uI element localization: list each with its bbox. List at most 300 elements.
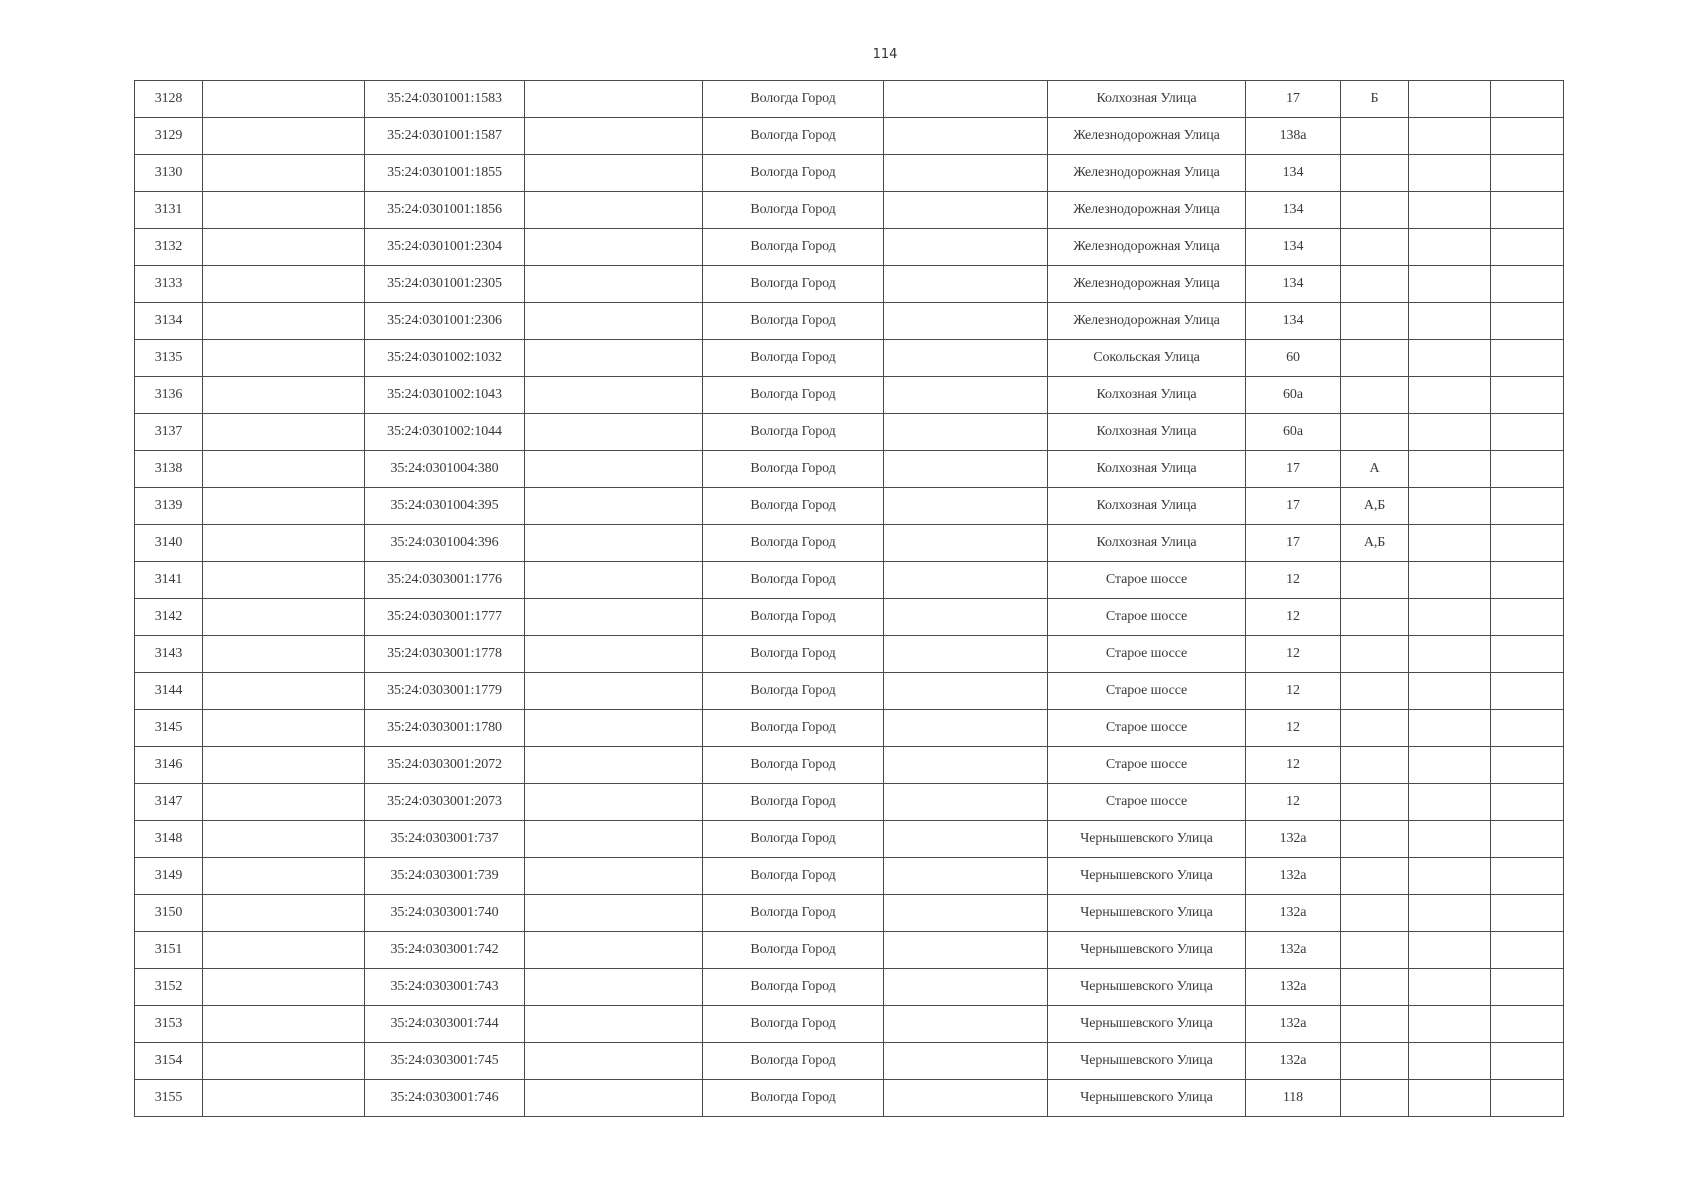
empty-cell <box>203 710 365 747</box>
house-number-cell: 12 <box>1246 784 1341 821</box>
house-number-cell: 138а <box>1246 118 1341 155</box>
city-cell: Вологда Город <box>703 858 884 895</box>
city-cell: Вологда Город <box>703 451 884 488</box>
city-cell: Вологда Город <box>703 81 884 118</box>
cadastral-number-cell: 35:24:0303001:743 <box>365 969 525 1006</box>
cadastral-number-cell: 35:24:0301001:2304 <box>365 229 525 266</box>
empty-cell <box>884 229 1048 266</box>
cadastral-number-cell: 35:24:0301001:1583 <box>365 81 525 118</box>
cadastral-number-cell: 35:24:0303001:2073 <box>365 784 525 821</box>
empty-cell <box>884 562 1048 599</box>
cadastral-number-cell: 35:24:0301001:2305 <box>365 266 525 303</box>
house-number-cell: 134 <box>1246 266 1341 303</box>
empty-cell <box>525 81 703 118</box>
empty-cell <box>884 1006 1048 1043</box>
empty-cell <box>525 266 703 303</box>
empty-cell <box>203 969 365 1006</box>
empty-cell <box>1409 1043 1491 1080</box>
building-letter-cell: А,Б <box>1341 525 1409 562</box>
empty-cell <box>525 229 703 266</box>
empty-cell <box>525 451 703 488</box>
empty-cell <box>525 155 703 192</box>
empty-cell <box>203 821 365 858</box>
house-number-cell: 12 <box>1246 673 1341 710</box>
row-number-cell: 3133 <box>135 266 203 303</box>
empty-cell <box>203 229 365 266</box>
street-cell: Железнодорожная Улица <box>1048 229 1246 266</box>
house-number-cell: 132а <box>1246 932 1341 969</box>
empty-cell <box>884 673 1048 710</box>
empty-cell <box>525 414 703 451</box>
house-number-cell: 134 <box>1246 303 1341 340</box>
street-cell: Чернышевского Улица <box>1048 858 1246 895</box>
street-cell: Железнодорожная Улица <box>1048 118 1246 155</box>
cadastral-number-cell: 35:24:0303001:1776 <box>365 562 525 599</box>
empty-cell <box>1491 1080 1564 1117</box>
empty-cell <box>1409 266 1491 303</box>
street-cell: Железнодорожная Улица <box>1048 192 1246 229</box>
city-cell: Вологда Город <box>703 932 884 969</box>
empty-cell <box>1409 747 1491 784</box>
street-cell: Старое шоссе <box>1048 747 1246 784</box>
building-letter-cell <box>1341 155 1409 192</box>
cadastral-number-cell: 35:24:0303001:744 <box>365 1006 525 1043</box>
table-body <box>135 81 1564 1117</box>
house-number-cell: 12 <box>1246 599 1341 636</box>
city-cell: Вологда Город <box>703 1043 884 1080</box>
table-row <box>135 821 1564 858</box>
house-number-cell: 132а <box>1246 969 1341 1006</box>
row-number-cell: 3142 <box>135 599 203 636</box>
building-letter-cell: А <box>1341 451 1409 488</box>
street-cell: Чернышевского Улица <box>1048 1043 1246 1080</box>
empty-cell <box>1491 525 1564 562</box>
empty-cell <box>884 1043 1048 1080</box>
city-cell: Вологда Город <box>703 710 884 747</box>
row-number-cell: 3130 <box>135 155 203 192</box>
empty-cell <box>203 636 365 673</box>
empty-cell <box>1409 414 1491 451</box>
empty-cell <box>525 895 703 932</box>
building-letter-cell <box>1341 1006 1409 1043</box>
page-number: 114 <box>872 47 898 62</box>
empty-cell <box>1409 969 1491 1006</box>
empty-cell <box>1491 932 1564 969</box>
empty-cell <box>203 784 365 821</box>
cadastral-number-cell: 35:24:0303001:740 <box>365 895 525 932</box>
table-row <box>135 1006 1564 1043</box>
empty-cell <box>884 525 1048 562</box>
row-number-cell: 3152 <box>135 969 203 1006</box>
empty-cell <box>203 562 365 599</box>
cadastral-number-cell: 35:24:0301001:2306 <box>365 303 525 340</box>
table-row <box>135 1080 1564 1117</box>
row-number-cell: 3129 <box>135 118 203 155</box>
table-row <box>135 229 1564 266</box>
building-letter-cell <box>1341 266 1409 303</box>
table-row <box>135 858 1564 895</box>
building-letter-cell <box>1341 747 1409 784</box>
empty-cell <box>1491 895 1564 932</box>
city-cell: Вологда Город <box>703 525 884 562</box>
cadastral-number-cell: 35:24:0301002:1044 <box>365 414 525 451</box>
empty-cell <box>1409 673 1491 710</box>
empty-cell <box>525 1006 703 1043</box>
empty-cell <box>1491 1006 1564 1043</box>
empty-cell <box>525 303 703 340</box>
city-cell: Вологда Город <box>703 414 884 451</box>
city-cell: Вологда Город <box>703 1080 884 1117</box>
building-letter-cell <box>1341 562 1409 599</box>
empty-cell <box>1491 340 1564 377</box>
empty-cell <box>884 1080 1048 1117</box>
empty-cell <box>1409 229 1491 266</box>
empty-cell <box>203 747 365 784</box>
empty-cell <box>884 155 1048 192</box>
empty-cell <box>1491 1043 1564 1080</box>
empty-cell <box>1409 784 1491 821</box>
building-letter-cell <box>1341 673 1409 710</box>
street-cell: Железнодорожная Улица <box>1048 266 1246 303</box>
city-cell: Вологда Город <box>703 784 884 821</box>
building-letter-cell <box>1341 858 1409 895</box>
empty-cell <box>525 562 703 599</box>
street-cell: Колхозная Улица <box>1048 414 1246 451</box>
empty-cell <box>1491 747 1564 784</box>
table-row <box>135 451 1564 488</box>
street-cell: Колхозная Улица <box>1048 525 1246 562</box>
cadastral-number-cell: 35:24:0303001:1777 <box>365 599 525 636</box>
empty-cell <box>884 784 1048 821</box>
empty-cell <box>203 673 365 710</box>
empty-cell <box>525 1043 703 1080</box>
building-letter-cell <box>1341 1080 1409 1117</box>
cadastral-number-cell: 35:24:0303001:745 <box>365 1043 525 1080</box>
street-cell: Железнодорожная Улица <box>1048 303 1246 340</box>
empty-cell <box>1491 451 1564 488</box>
table-row <box>135 895 1564 932</box>
street-cell: Старое шоссе <box>1048 673 1246 710</box>
empty-cell <box>525 710 703 747</box>
city-cell: Вологда Город <box>703 118 884 155</box>
house-number-cell: 132а <box>1246 858 1341 895</box>
building-letter-cell <box>1341 192 1409 229</box>
empty-cell <box>203 451 365 488</box>
empty-cell <box>1409 932 1491 969</box>
cadastral-number-cell: 35:24:0303001:739 <box>365 858 525 895</box>
empty-cell <box>1491 118 1564 155</box>
empty-cell <box>1409 562 1491 599</box>
table-row <box>135 673 1564 710</box>
empty-cell <box>203 118 365 155</box>
empty-cell <box>203 340 365 377</box>
house-number-cell: 132а <box>1246 895 1341 932</box>
empty-cell <box>1491 414 1564 451</box>
city-cell: Вологда Город <box>703 895 884 932</box>
row-number-cell: 3128 <box>135 81 203 118</box>
street-cell: Чернышевского Улица <box>1048 1080 1246 1117</box>
empty-cell <box>525 1080 703 1117</box>
house-number-cell: 60 <box>1246 340 1341 377</box>
empty-cell <box>203 266 365 303</box>
empty-cell <box>525 599 703 636</box>
row-number-cell: 3148 <box>135 821 203 858</box>
building-letter-cell <box>1341 599 1409 636</box>
city-cell: Вологда Город <box>703 562 884 599</box>
empty-cell <box>884 303 1048 340</box>
empty-cell <box>525 525 703 562</box>
house-number-cell: 12 <box>1246 636 1341 673</box>
table-row <box>135 710 1564 747</box>
row-number-cell: 3153 <box>135 1006 203 1043</box>
table-row <box>135 599 1564 636</box>
empty-cell <box>1491 969 1564 1006</box>
row-number-cell: 3138 <box>135 451 203 488</box>
empty-cell <box>1409 192 1491 229</box>
empty-cell <box>1409 451 1491 488</box>
empty-cell <box>525 377 703 414</box>
city-cell: Вологда Город <box>703 488 884 525</box>
empty-cell <box>203 895 365 932</box>
row-number-cell: 3144 <box>135 673 203 710</box>
building-letter-cell <box>1341 932 1409 969</box>
empty-cell <box>884 451 1048 488</box>
building-letter-cell <box>1341 636 1409 673</box>
cadastral-number-cell: 35:24:0301002:1043 <box>365 377 525 414</box>
empty-cell <box>525 747 703 784</box>
row-number-cell: 3132 <box>135 229 203 266</box>
city-cell: Вологда Город <box>703 969 884 1006</box>
empty-cell <box>884 969 1048 1006</box>
row-number-cell: 3146 <box>135 747 203 784</box>
table-row <box>135 1043 1564 1080</box>
house-number-cell: 12 <box>1246 562 1341 599</box>
building-letter-cell <box>1341 969 1409 1006</box>
empty-cell <box>1491 784 1564 821</box>
cadastral-number-cell: 35:24:0303001:1778 <box>365 636 525 673</box>
empty-cell <box>1409 636 1491 673</box>
cadastral-number-cell: 35:24:0301004:380 <box>365 451 525 488</box>
city-cell: Вологда Город <box>703 229 884 266</box>
row-number-cell: 3145 <box>135 710 203 747</box>
empty-cell <box>1491 710 1564 747</box>
house-number-cell: 118 <box>1246 1080 1341 1117</box>
empty-cell <box>884 340 1048 377</box>
building-letter-cell <box>1341 414 1409 451</box>
house-number-cell: 12 <box>1246 747 1341 784</box>
building-letter-cell <box>1341 303 1409 340</box>
house-number-cell: 134 <box>1246 229 1341 266</box>
building-letter-cell <box>1341 229 1409 266</box>
street-cell: Сокольская Улица <box>1048 340 1246 377</box>
house-number-cell: 17 <box>1246 451 1341 488</box>
table-row <box>135 636 1564 673</box>
empty-cell <box>1491 562 1564 599</box>
empty-cell <box>1491 599 1564 636</box>
city-cell: Вологда Город <box>703 747 884 784</box>
table-row <box>135 932 1564 969</box>
street-cell: Старое шоссе <box>1048 599 1246 636</box>
empty-cell <box>884 599 1048 636</box>
empty-cell <box>203 192 365 229</box>
empty-cell <box>1409 303 1491 340</box>
empty-cell <box>203 1043 365 1080</box>
row-number-cell: 3154 <box>135 1043 203 1080</box>
street-cell: Колхозная Улица <box>1048 451 1246 488</box>
table-row <box>135 155 1564 192</box>
street-cell: Железнодорожная Улица <box>1048 155 1246 192</box>
empty-cell <box>1491 303 1564 340</box>
empty-cell <box>1491 377 1564 414</box>
empty-cell <box>203 377 365 414</box>
empty-cell <box>1409 155 1491 192</box>
cadastral-number-cell: 35:24:0303001:1779 <box>365 673 525 710</box>
empty-cell <box>884 192 1048 229</box>
empty-cell <box>884 821 1048 858</box>
building-letter-cell: Б <box>1341 81 1409 118</box>
building-letter-cell <box>1341 377 1409 414</box>
table-row <box>135 747 1564 784</box>
empty-cell <box>525 673 703 710</box>
house-number-cell: 60а <box>1246 414 1341 451</box>
street-cell: Колхозная Улица <box>1048 81 1246 118</box>
house-number-cell: 134 <box>1246 155 1341 192</box>
empty-cell <box>884 895 1048 932</box>
house-number-cell: 17 <box>1246 81 1341 118</box>
house-number-cell: 132а <box>1246 1043 1341 1080</box>
building-letter-cell <box>1341 340 1409 377</box>
empty-cell <box>1409 895 1491 932</box>
building-letter-cell <box>1341 710 1409 747</box>
empty-cell <box>884 858 1048 895</box>
empty-cell <box>1491 229 1564 266</box>
house-number-cell: 17 <box>1246 525 1341 562</box>
empty-cell <box>525 118 703 155</box>
empty-cell <box>1409 599 1491 636</box>
empty-cell <box>203 303 365 340</box>
cadastral-number-cell: 35:24:0301001:1855 <box>365 155 525 192</box>
cadastral-number-cell: 35:24:0301001:1587 <box>365 118 525 155</box>
empty-cell <box>1409 118 1491 155</box>
house-number-cell: 60а <box>1246 377 1341 414</box>
house-number-cell: 134 <box>1246 192 1341 229</box>
row-number-cell: 3143 <box>135 636 203 673</box>
cadastral-number-cell: 35:24:0301004:396 <box>365 525 525 562</box>
row-number-cell: 3149 <box>135 858 203 895</box>
cadastral-number-cell: 35:24:0303001:742 <box>365 932 525 969</box>
street-cell: Колхозная Улица <box>1048 488 1246 525</box>
empty-cell <box>884 636 1048 673</box>
empty-cell <box>203 488 365 525</box>
empty-cell <box>525 969 703 1006</box>
empty-cell <box>203 81 365 118</box>
city-cell: Вологда Город <box>703 673 884 710</box>
address-registry-table <box>134 80 1564 1117</box>
table-row <box>135 377 1564 414</box>
city-cell: Вологда Город <box>703 192 884 229</box>
table-row <box>135 81 1564 118</box>
empty-cell <box>525 636 703 673</box>
empty-cell <box>1491 81 1564 118</box>
row-number-cell: 3136 <box>135 377 203 414</box>
cadastral-number-cell: 35:24:0303001:2072 <box>365 747 525 784</box>
cadastral-number-cell: 35:24:0303001:1780 <box>365 710 525 747</box>
empty-cell <box>1409 81 1491 118</box>
table-row <box>135 488 1564 525</box>
empty-cell <box>1409 710 1491 747</box>
city-cell: Вологда Город <box>703 155 884 192</box>
empty-cell <box>1409 1080 1491 1117</box>
cadastral-number-cell: 35:24:0303001:737 <box>365 821 525 858</box>
empty-cell <box>203 1080 365 1117</box>
city-cell: Вологда Город <box>703 303 884 340</box>
empty-cell <box>525 821 703 858</box>
row-number-cell: 3139 <box>135 488 203 525</box>
empty-cell <box>884 710 1048 747</box>
empty-cell <box>884 118 1048 155</box>
row-number-cell: 3155 <box>135 1080 203 1117</box>
empty-cell <box>203 414 365 451</box>
street-cell: Чернышевского Улица <box>1048 895 1246 932</box>
cadastral-number-cell: 35:24:0301002:1032 <box>365 340 525 377</box>
empty-cell <box>884 747 1048 784</box>
empty-cell <box>884 81 1048 118</box>
empty-cell <box>884 932 1048 969</box>
building-letter-cell <box>1341 821 1409 858</box>
empty-cell <box>1491 636 1564 673</box>
street-cell: Колхозная Улица <box>1048 377 1246 414</box>
building-letter-cell <box>1341 895 1409 932</box>
empty-cell <box>1409 1006 1491 1043</box>
empty-cell <box>525 192 703 229</box>
city-cell: Вологда Город <box>703 821 884 858</box>
city-cell: Вологда Город <box>703 636 884 673</box>
empty-cell <box>1491 858 1564 895</box>
row-number-cell: 3150 <box>135 895 203 932</box>
empty-cell <box>203 858 365 895</box>
row-number-cell: 3151 <box>135 932 203 969</box>
row-number-cell: 3141 <box>135 562 203 599</box>
table-row <box>135 118 1564 155</box>
city-cell: Вологда Город <box>703 266 884 303</box>
empty-cell <box>1409 340 1491 377</box>
empty-cell <box>203 599 365 636</box>
empty-cell <box>525 488 703 525</box>
empty-cell <box>1409 377 1491 414</box>
table-row <box>135 266 1564 303</box>
empty-cell <box>884 377 1048 414</box>
empty-cell <box>884 266 1048 303</box>
empty-cell <box>1409 858 1491 895</box>
house-number-cell: 132а <box>1246 821 1341 858</box>
table-row <box>135 525 1564 562</box>
table-row <box>135 562 1564 599</box>
house-number-cell: 12 <box>1246 710 1341 747</box>
street-cell: Старое шоссе <box>1048 784 1246 821</box>
empty-cell <box>1409 488 1491 525</box>
empty-cell <box>1491 821 1564 858</box>
table-row <box>135 340 1564 377</box>
empty-cell <box>1491 192 1564 229</box>
row-number-cell: 3140 <box>135 525 203 562</box>
street-cell: Старое шоссе <box>1048 636 1246 673</box>
row-number-cell: 3135 <box>135 340 203 377</box>
table-row <box>135 969 1564 1006</box>
empty-cell <box>525 340 703 377</box>
table-row <box>135 303 1564 340</box>
street-cell: Чернышевского Улица <box>1048 821 1246 858</box>
empty-cell <box>525 858 703 895</box>
